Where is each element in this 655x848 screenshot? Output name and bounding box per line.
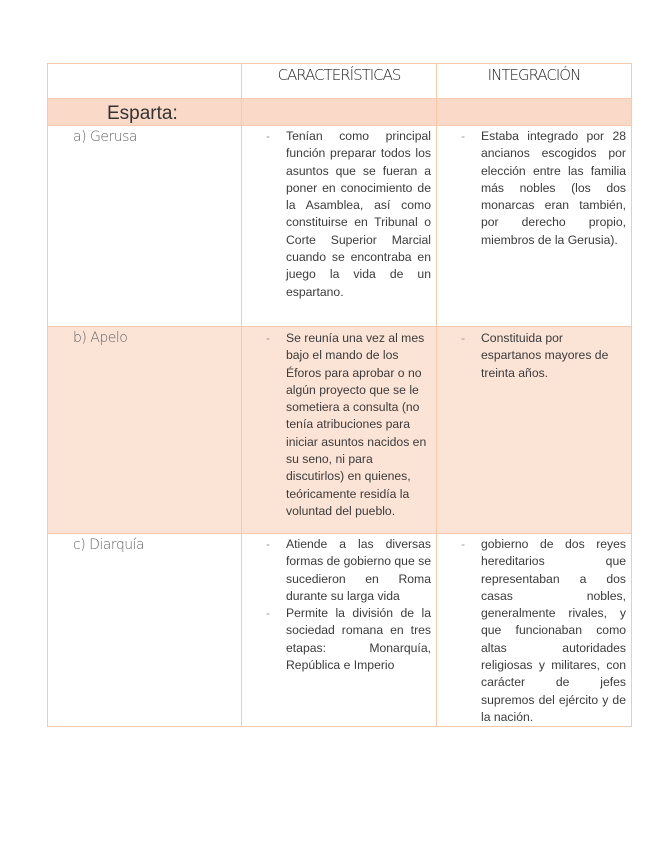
- header-label-integracion: INTEGRACIÓN: [487, 66, 581, 84]
- item-text: Constituida por espartanos mayores de treinta años.: [481, 331, 609, 380]
- list-item: [242, 330, 436, 520]
- bullet-dash: -: [266, 606, 271, 621]
- list-item: [242, 605, 436, 674]
- row-label-cell: [48, 126, 242, 327]
- integracion-cell: [437, 327, 632, 534]
- item-text: Se reunía una vez al mes bajo el mando de los Éforos para aprobar o no algún proyecto que se le sometiera a consulta (no tenía atribuciones para iniciar asuntos nacidos en su seno, ni para discutirlos) en quienes, teóricamente residía la voluntad del pueblo.: [286, 331, 427, 518]
- caracteristicas-cell: [242, 534, 437, 727]
- list-item: [242, 128, 436, 301]
- bullet-dash: -: [266, 537, 271, 551]
- list-item: [437, 330, 631, 382]
- row-label: a) Gerusa: [73, 129, 137, 145]
- item-text: Permite la división de la sociedad romana en tres etapas: Monarquía, República e Imperio: [286, 606, 431, 673]
- header-cell-integracion: [437, 64, 632, 99]
- header-label-empty: [48, 64, 241, 66]
- section-title: Esparta:: [107, 103, 178, 124]
- item-text: gobierno de dos reyes hereditarios que representaban a dos casas nobles, generalmente rivales, y que funcionaban como altas autoridades religiosas y militares, con carácter de jefes supremos del ejército y de la nación.: [481, 537, 626, 724]
- bullet-dash: -: [266, 331, 271, 345]
- list-item: [437, 128, 631, 249]
- table-header-row: [48, 64, 632, 99]
- integracion-cell: [437, 534, 632, 727]
- row-label: b) Apelo: [73, 330, 128, 346]
- comparison-table: [47, 63, 632, 727]
- caracteristicas-cell: [242, 327, 437, 534]
- bullet-dash: -: [461, 331, 466, 345]
- item-text: Tenían como principal función preparar todos los asuntos que se fueran a poner en conocimiento de la Asamblea, así como constituirse en Tribunal o Corte Superior Marcial cuando se encontraba en juego la vida de un espartano.: [286, 129, 431, 299]
- caracteristicas-cell: [242, 126, 437, 327]
- header-label-caracteristicas: CARACTERÍSTICAS: [277, 66, 401, 84]
- section-title-cell: [48, 99, 242, 126]
- row-label-cell: [48, 534, 242, 727]
- table-row: [48, 327, 632, 534]
- list-item: [242, 536, 436, 605]
- section-row: [48, 99, 632, 126]
- item-text: Atiende a las diversas formas de gobierno que se sucedieron en Roma durante su larga vida: [286, 537, 431, 603]
- row-label: c) Diarquía: [73, 537, 145, 553]
- integracion-cell: [437, 126, 632, 327]
- row-label-cell: [48, 327, 242, 534]
- section-empty-cell: [242, 99, 437, 126]
- header-cell-empty: [48, 64, 242, 99]
- list-item: [437, 536, 631, 726]
- bullet-dash: -: [266, 129, 271, 143]
- item-text: Estaba integrado por 28 ancianos escogidos por elección entre las familia más nobles (los dos monarcas eran también, por derecho propio, miembros de la Gerusia).: [481, 129, 626, 247]
- section-empty-cell: [437, 99, 632, 126]
- table-row: [48, 126, 632, 327]
- table-row: [48, 534, 632, 727]
- bullet-dash: -: [461, 129, 466, 143]
- header-cell-caracteristicas: [242, 64, 437, 99]
- bullet-dash: -: [461, 537, 466, 551]
